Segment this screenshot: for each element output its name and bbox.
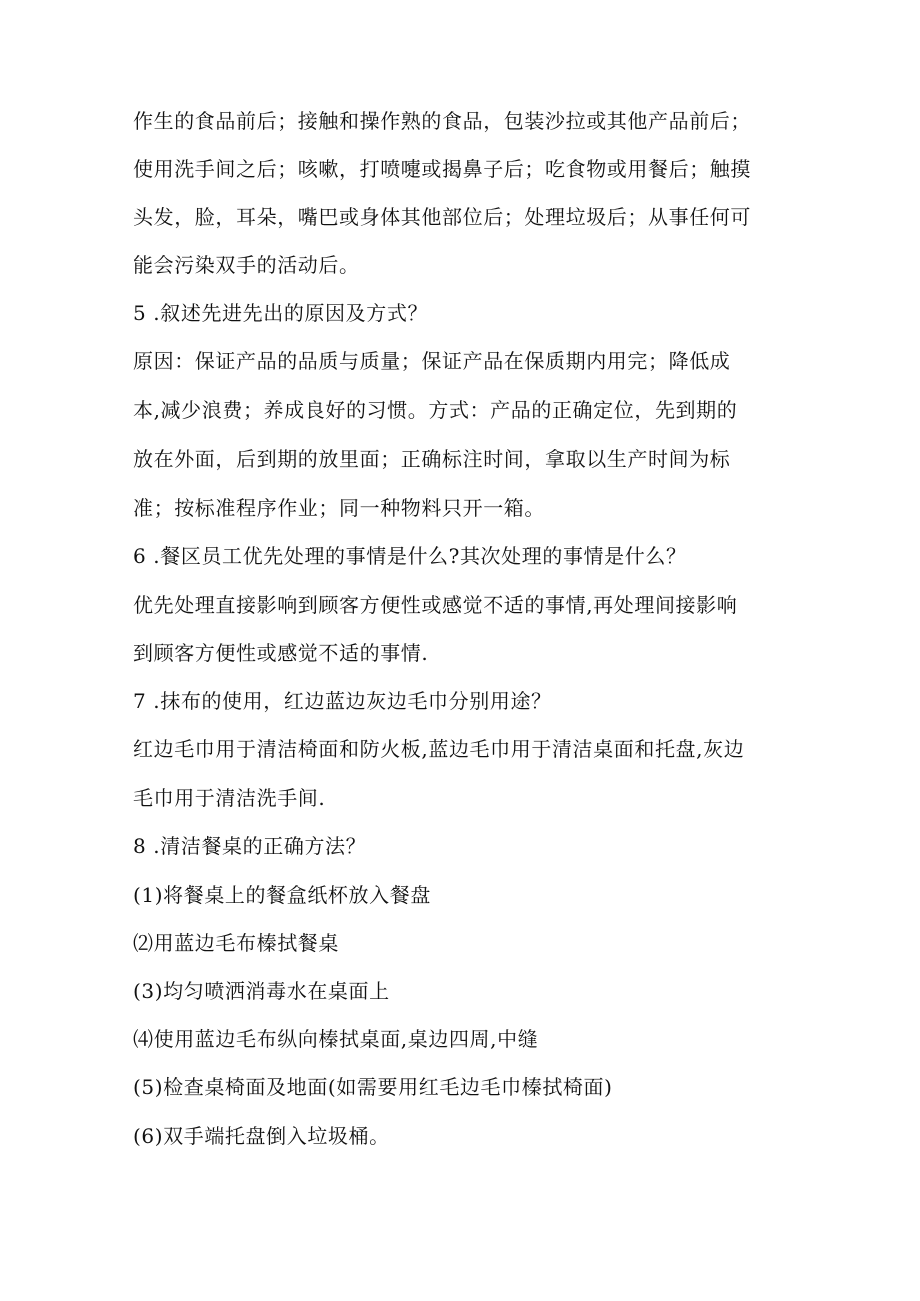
step-3: (3)均匀喷洒消毒水在桌面上 [133,979,390,1003]
step-1: (1)将餐桌上的餐盒纸杯放入餐盘 [133,883,431,907]
answer-5-line-1: 原因：保证产品的品质与质量；保证产品在保质期内用完；降低成 [133,349,731,373]
question-8-heading: 8 .清洁餐桌的正确方法？ [133,834,367,858]
document-page [133,108,793,1149]
answer-6-line-2: 到顾客方便性或感觉不适的事情. [133,641,429,665]
paragraph-line-1: 作生的食品前后；接触和操作熟的食品，包装沙拉或其他产品前后； [133,109,751,133]
answer-7-line-1: 红边毛巾用于清洁椅面和防火板,蓝边毛巾用于清洁桌面和托盘,灰边 [133,737,745,761]
question-6-heading: 6 .餐区员工优先处理的事情是什么?其次处理的事情是什么？ [133,544,687,568]
answer-5-line-4: 准；按标准程序作业；同一种物料只开一箱。 [133,496,545,520]
paragraph-line-3: 头发，脸，耳朵，嘴巴或身体其他部位后；处理垃圾后；从事任何可 [133,205,751,229]
answer-7-line-2: 毛巾用于清洁洗手间. [133,786,326,810]
step-6: (6)双手端托盘倒入垃圾桶。 [133,1124,390,1148]
step-4: ⑷使用蓝边毛布纵向榛拭桌面,桌边四周,中缝 [133,1027,539,1051]
question-5-heading: 5 .叙述先进先出的原因及方式？ [133,301,429,325]
step-2: ⑵用蓝边毛布榛拭餐桌 [133,931,339,955]
answer-5-line-3: 放在外面，后到期的放里面；正确标注时间，拿取以生产时间为标 [133,447,731,471]
paragraph-line-4: 能会污染双手的活动后。 [133,253,360,277]
question-7-heading: 7 .抹布的使用，红边蓝边灰边毛巾分别用途？ [133,689,552,713]
answer-6-line-1: 优先处理直接影响到顾客方便性或感觉不适的事情,再处理间接影响 [133,593,738,617]
paragraph-line-2: 使用洗手间之后；咳嗽，打喷嚏或揭鼻子后；吃食物或用餐后；触摸 [133,157,751,181]
answer-5-line-2: 本,减少浪费；养成良好的习惯。方式：产品的正确定位，先到期的 [133,398,738,422]
step-5: (5)检查桌椅面及地面(如需要用红毛边毛巾榛拭椅面) [133,1075,613,1099]
